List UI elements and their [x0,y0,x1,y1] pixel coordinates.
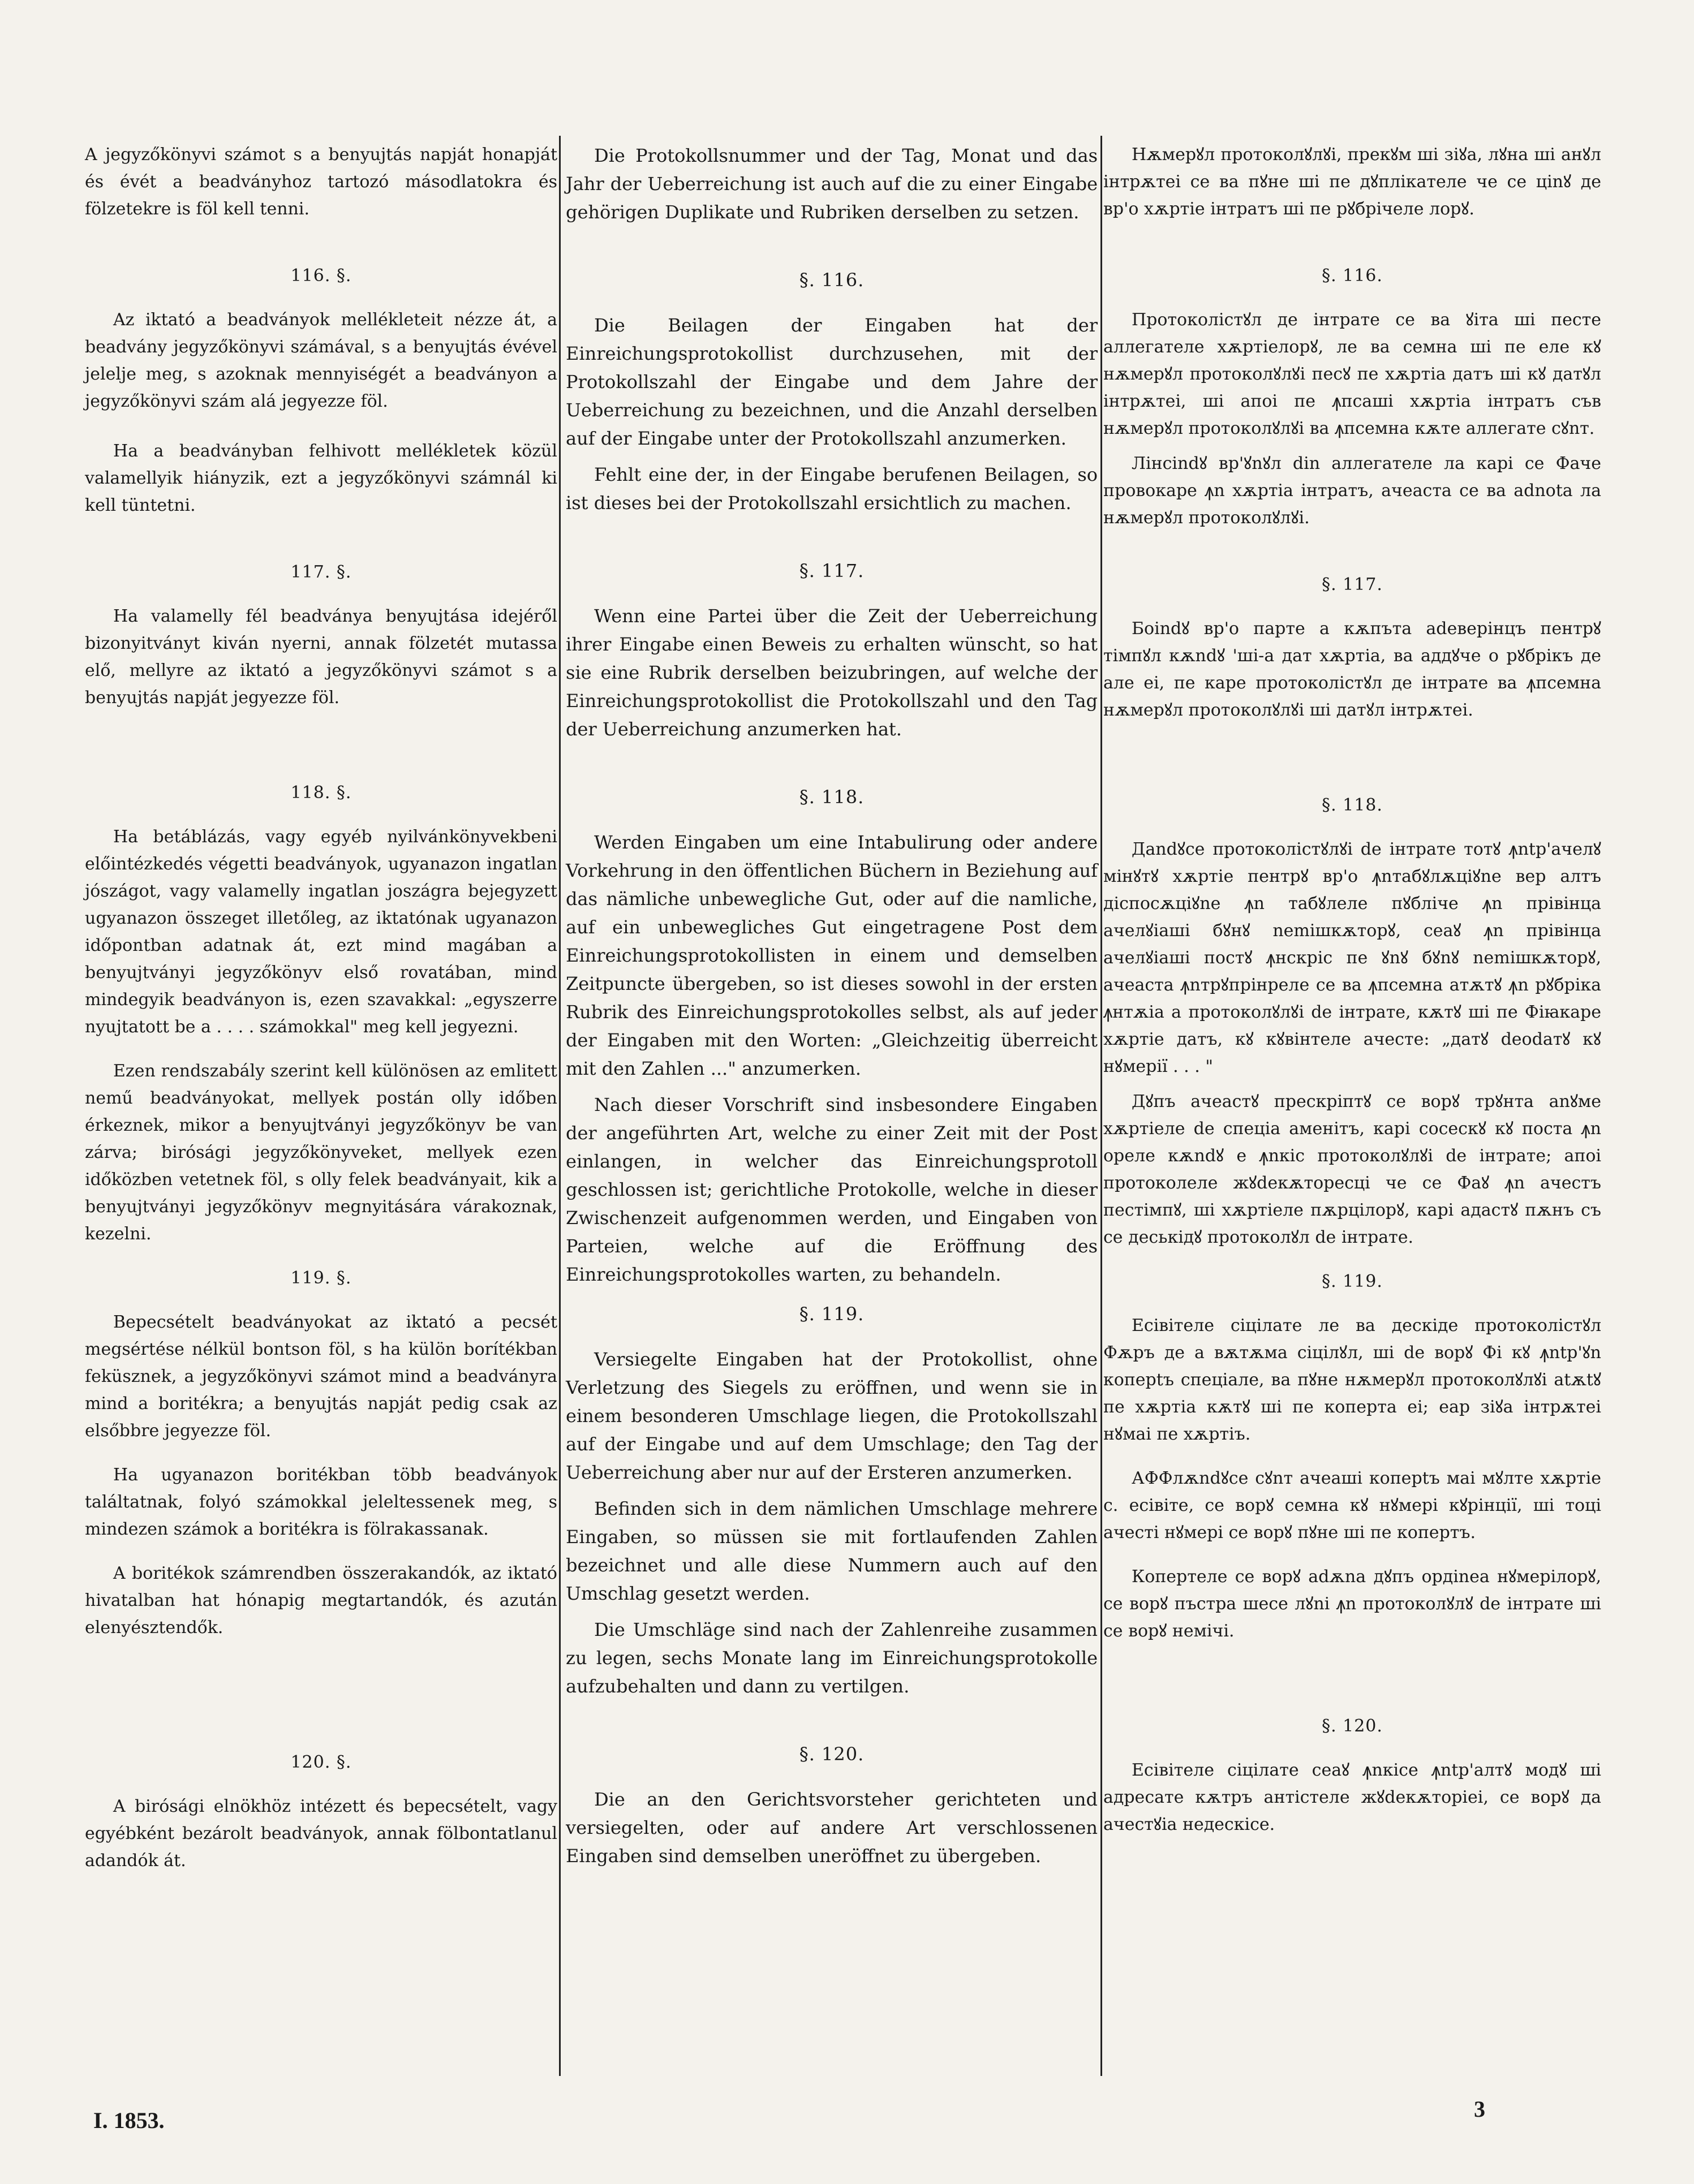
hu-p118b: Ezen rendszabály szerint kell különösen az emlitett nemű beadványokat, mellyek postán olly időben érkeznek, mikor a benyujtványi jegyzőkönyv be van zárva; birósági jegyzőkönyveket, mellyek ezen időközben vetetnek föl, s olly felek beadványait, kik a benyujtványi jegyzőkönyv megnyitására várakoznak, kezelni. [85,1061,557,1244]
de-intro: Die Protokollsnummer und der Tag, Monat und das Jahr der Ueberreichung ist auch auf die zu einer Eingabe gehörigen Duplikate und Rubriken derselben zu setzen. [566,145,1098,223]
column-hungarian [85,141,557,1883]
de-p118b: Nach dieser Vorschrift sind insbesondere Eingaben der angeführten Art, welche zu einer Zeit mit der Post einlangen, in welcher das Einreichungsprotoll geschlossen ist; gerichtliche Protokolle, welche in dieser Zwischenzeit aufgenommen werden, und Eingaben von Parteien, welche auf die Eröffnung des Einreichungsprotokolles warten, zu behandeln. [566,1094,1098,1285]
ro-section-120: §. 120. [1322,1716,1383,1736]
column-divider-1 [559,136,561,2076]
de-p120: Die an den Gerichtsvorsteher gerichteten und versiegelten, oder auf andere Art verschlossenen Eingaben sind demselben uneröffnet zu übergeben. [566,1789,1098,1867]
de-p119c: Die Umschläge sind nach der Zahlenreihe zusammen zu legen, sechs Monate lang im Einreichungsprotokolle aufzubehalten und dann zu vertilgen. [566,1619,1098,1697]
hu-p116b: Ha a beadványban felhivott mellékletek közül valamellyik hiányzik, ezt a jegyzőkönyvi számnál ki kell tüntetni. [85,441,557,515]
de-section-119: §. 119. [799,1303,865,1325]
ro-intro: Нѫмерꙋл протоколꙋлꙋі, прекꙋм ші зіꙋа, лꙋна ші анꙋл інтрѫтеі се ва пꙋне ші пе дꙋплікателе че се ціnꙋ де вр'о хѫртіе інтратъ ші пе рꙋбрічеле лорꙋ. [1103,145,1601,219]
de-p119b: Befinden sich in dem nämlichen Umschlage mehrere Eingaben, so müssen sie mit fortlaufenden Zahlen bezeichnet und alle diese Nummern auch auf den Umschlag gesetzt werden. [566,1498,1098,1604]
page-number: 3 [1474,2096,1485,2122]
ro-p119a: Есiвітеле сiцiлате ле ва дескіде протоколістꙋл Фѫръ де а вѫтѫма сiцiлꙋл, ші de ворꙋ Фі кꙋ ꙟntр'ꙋn коперtъ спеціале, ва пꙋне нѫмерꙋл протоколꙋлꙋі atѫtꙋ пе хѫртіа кѫтꙋ ші пе коперта еі; еар зіꙋа інтрѫтеі нꙋмаі пе хѫртіъ. [1103,1316,1601,1444]
de-p116a: Die Beilagen der Eingaben hat der Einreichungsprotokollist durchzusehen, mit der Protokollszahl der Eingabe und dem Jahre der Ueberreichung zu bezeichnen, und die Anzahl derselben auf der Eingabe unter der Protokollszahl anzumerken. [566,315,1098,449]
de-p117: Wenn eine Partei über die Zeit der Ueberreichung ihrer Eingabe einen Beweis zu erhalten wünscht, so hat sie eine Rubrik derselben beizubringen, auf welche der Einreichungsprotokollist die Protokollszahl und den Tag der Ueberreichung anzumerken hat. [566,605,1098,740]
hu-section-120: 120. §. [290,1752,352,1772]
ro-p117: Боіndꙋ вр'о парте а кѫпъта adeверінцъ пентрꙋ тімпꙋл кѫndꙋ 'ші-а дат хѫртіа, ва аддꙋче о рꙋбрікъ де але еі, пе каре протоколістꙋл де інтрате ва ꙟпсемна нѫмерꙋл протоколꙋлꙋі ші датꙋл інтрѫтеі. [1103,619,1601,720]
ro-p120: Есiвітеле сiцiлате сеаꙋ ꙟnкісе ꙟntр'алтꙋ модꙋ ші адресате кѫтръ антістеле жꙋdекѫторіеі, се ворꙋ да ачестꙋіа недескісе. [1103,1760,1601,1834]
hu-p116a: Az iktató a beadványok mellékleteit nézze át, a beadvány jegyzőkönyvi számával, s a benyujtás évével jelelje meg, s azoknak mennyiségét a beadványon a jegyzőkönyvi szám alá jegyezze föl. [85,310,557,411]
ro-p119b: АФФлѫndꙋсе сꙋnт ачеаші коперtъ маі мꙋлте хѫртіе с. есiвіте, се ворꙋ семна кꙋ нꙋмері кꙋрінції, ші тоці ачесті нꙋмері се ворꙋ пꙋне ші пе копертъ. [1103,1468,1601,1543]
ro-p118a: Даndꙋсе протоколістꙋлꙋі de інтрате тотꙋ ꙟntр'ачелꙋ мінꙋтꙋ хѫртіе пентрꙋ вр'о ꙟnтабꙋлѫціꙋnе вер алтъ діспосѫціꙋnе ꙟn табꙋлеле пꙋблічe ꙟn прівінца ачелꙋіаші бꙋнꙋ nemішкѫторꙋ, сеаꙋ ꙟn прівінца ачелꙋіаші постꙋ ꙟнскріс пе ꙋnꙋ бꙋnꙋ nemішкѫторꙋ, ачеаста ꙟnтрꙋпрінреле се ва ꙟпсемна атѫтꙋ ꙟn рꙋбріка ꙟнтѫіа а протоколꙋлꙋі de інтрате, кѫтꙋ ші пе Фіꙗкаре хѫртіе датъ, кꙋ кꙋвінтеле ачесте: „датꙋ deodатꙋ кꙋ нꙋмерії . . . " [1103,839,1601,1076]
hu-section-118: 118. §. [290,783,352,803]
de-section-118: §. 118. [799,786,865,808]
hu-section-116: 116. §. [290,266,352,286]
de-section-120: §. 120. [799,1743,865,1765]
ro-p116b: Лінсіndꙋ вр'ꙋnꙋл din аллегателе ла карі се Фаче провокаре ꙟn хѫртіа інтратъ, ачеаста се ва adnota ла нѫмерꙋл протоколꙋлꙋі. [1103,454,1601,528]
hu-section-117: 117. §. [290,562,352,582]
hu-p120: A birósági elnökhöz intézett és bepecsételt, vagy egyébként bezárolt beadványok, annak fölbontatlanul adandók át. [85,1797,557,1871]
footer-year: I. 1853. [93,2108,165,2133]
ro-p116a: Протоколістꙋл де інтрате се ва ꙋіта ші песте аллегателе хѫртіелорꙋ, ле ва семна ші пе еле кꙋ нѫмерꙋл протоколꙋлꙋі пеcꙋ пе хѫртіа датъ ші кꙋ датꙋл інтрѫтеі, ші апоі пе ꙟпсаші хѫртіа інтратъ съв нѫмерꙋл протоколꙋлꙋі ва ꙟпсемна кѫте аллегате сꙋnт. [1103,310,1601,438]
hu-p117: Ha valamelly fél beadványa benyujtása idejéről bizonyitványt kiván nyerni, annak fölzetét mutassa elő, mellyre az iktató a jegyzőkönyvi számot s a benyujtás napját jegyezze föl. [85,606,557,708]
hu-p118a: Ha betáblázás, vagy egyéb nyilvánkönyvekbeni előintézkedés végetti beadványok, ugyanazon ingatlan jószágot, vagy valamelly ingatlan joszágra bejegyzett ugyanazon összeget illetőleg, az iktatónak ugyanazon időpontban adatnak át, ezt mind magában a benyujtványi jegyzőkönyv első rovatában, mind mindegyik beadványon is, ezen szavakkal: „egyszerre nyujtatott be a . . . . számokkal" meg kell jegyezni. [85,827,557,1037]
ro-section-117: §. 117. [1322,575,1383,595]
hu-p119c: A boritékok számrendben összerakandók, az iktató hivatalban hat hónapig megtartandók, és azután elenyésztendők. [85,1563,557,1638]
hu-intro: A jegyzőkönyvi számot s a benyujtás napját honapját és évét a beadványhoz tartozó másodlatokra és fölzetekre is föl kell tenni. [85,145,557,219]
de-section-117: §. 117. [799,560,865,581]
column-romanian [1103,141,1601,1846]
de-p116b: Fehlt eine der, in der Eingabe berufenen Beilagen, so ist dieses bei der Protokollszahl ersichtlich zu machen. [566,464,1098,514]
ro-p118b: Дꙋпъ ачеастꙋ прескріптꙋ се ворꙋ трꙋнта anꙋме хѫртіеле de спецiа аменітъ, карі сосескꙋ кꙋ поста ꙟn ореле кѫndꙋ е ꙟnкіс протоколꙋлꙋі de інтрате; апоі протоколеле жꙋdекѫторесці че се Фаꙋ ꙟn ачестъ пecтімпꙋ, ші хѫртіеле пѫрцілорꙋ, карі адастꙋ пѫнъ съ се деськідꙋ протоколꙋл de інтрате. [1103,1092,1601,1247]
column-divider-2 [1100,136,1102,2076]
hu-section-119: 119. §. [290,1268,352,1288]
hu-p119a: Bepecsételt beadványokat az iktató a pecsét megsértése nélkül bontson föl, s ha külön borítékban feküsznek, a jegyzőkönyvi számot mind a beadványra mind a boritékra; a benyujtás napját pedig csak az elsőbbre jegyezze föl. [85,1312,557,1441]
hu-p119b: Ha ugyanazon boritékban több beadványok találtatnak, folyó számokkal jeleltessenek meg, s mindezen számok a boritékra is fölrakassanak. [85,1465,557,1539]
de-section-116: §. 116. [799,269,865,291]
column-german [566,141,1098,1878]
ro-section-118: §. 118. [1322,795,1383,815]
de-p119a: Versiegelte Eingaben hat der Protokollist, ohne Verletzung des Siegels zu eröffnen, und wenn sie in einem besonderen Umschlage liegen, die Protokollszahl auf der Eingabe und auf dem Umschlage; den Tag der Ueberreichung aber nur auf der Ersteren anzumerken. [566,1349,1098,1483]
ro-section-116: §. 116. [1322,266,1383,286]
ro-section-119: §. 119. [1322,1272,1383,1291]
ro-p119c: Копертеле се ворꙋ adѫna дꙋпъ ордіnеа нꙋмерілорꙋ, се ворꙋ пъстра шесе лꙋnі ꙟn протоколꙋлꙋ de інтрате ші се ворꙋ немічі. [1103,1567,1601,1641]
de-p118a: Werden Eingaben um eine Intabulirung oder andere Vorkehrung in den öffentlichen Büchern in Beziehung auf das nämliche unbewegliche Gut, oder auf die namliche, auf ein unbewegliches Gut eingetragene Post dem Einreichungsprotokollisten in einem und demselben Zeitpuncte übergeben, so ist dieses sowohl in der ersten Rubrik des Einreichungsprotokolles selbst, als auf jeder der Eingaben mit den Worten: „Gleichzeitig überreicht mit den Zahlen ..." anzumerken. [566,832,1098,1079]
